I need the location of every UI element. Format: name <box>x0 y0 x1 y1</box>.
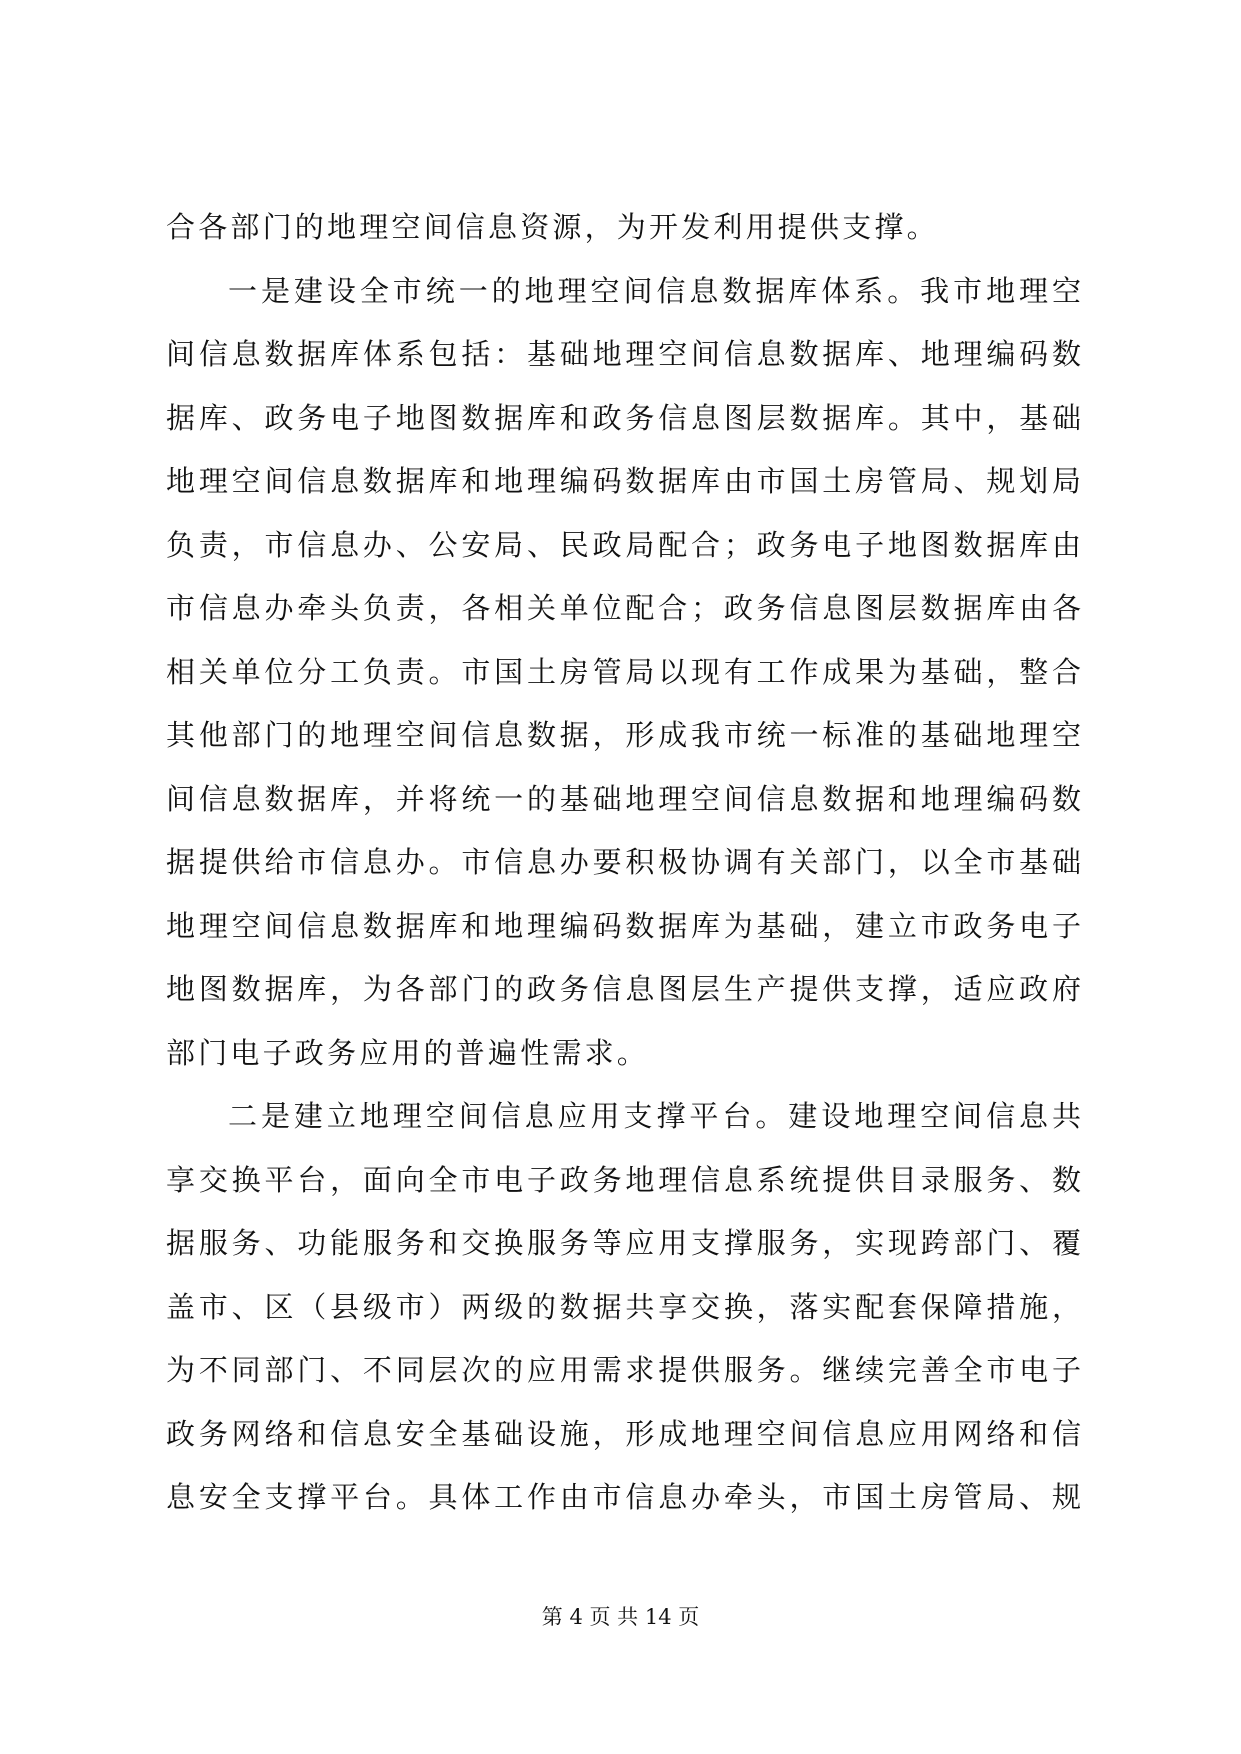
text-line: 相关单位分工负责。市国土房管局以现有工作成果为基础，整合 <box>166 654 1082 689</box>
text-line: 负责，市信息办、公安局、民政局配合；政务电子地图数据库由 <box>166 527 1082 562</box>
paragraph-first-line: 二是建立地理空间信息应用支撑平台。建设地理空间信息共 <box>228 1099 1082 1133</box>
text-line: 合各部门的地理空间信息资源，为开发利用提供支撑。 <box>166 210 939 244</box>
text-line: 其他部门的地理空间信息数据，形成我市统一标准的基础地理空 <box>166 718 1082 752</box>
text-line: 据提供给市信息办。市信息办要积极协调有关部门，以全市基础 <box>166 845 1082 879</box>
text-line: 地理空间信息数据库和地理编码数据库由市国土房管局、规划局 <box>166 464 1082 498</box>
paragraph-first-line: 一是建设全市统一的地理空间信息数据库体系。我市地理空 <box>228 273 1082 308</box>
text-line: 据库、政务电子地图数据库和政务信息图层数据库。其中，基础 <box>166 400 1082 435</box>
text-line: 间信息数据库体系包括：基础地理空间信息数据库、地理编码数 <box>166 337 1082 371</box>
text-line: 地理空间信息数据库和地理编码数据库为基础，建立市政务电子 <box>166 908 1082 943</box>
text-line: 市信息办牵头负责，各相关单位配合；政务信息图层数据库由各 <box>166 591 1082 625</box>
text-line: 间信息数据库，并将统一的基础地理空间信息数据和地理编码数 <box>166 781 1082 816</box>
text-line: 盖市、区（县级市）两级的数据共享交换，落实配套保障措施， <box>166 1289 1082 1324</box>
text-line: 据服务、功能服务和交换服务等应用支撑服务，实现跨部门、覆 <box>166 1226 1082 1260</box>
page-number-footer: 第 4 页 共 14 页 <box>541 1605 700 1629</box>
paragraph-last-line: 部门电子政务应用的普遍性需求。 <box>166 1035 650 1070</box>
text-line: 政务网络和信息安全基础设施，形成地理空间信息应用网络和信 <box>166 1416 1082 1451</box>
text-line: 为不同部门、不同层次的应用需求提供服务。继续完善全市电子 <box>166 1353 1082 1387</box>
document-body <box>166 196 1082 1530</box>
text-line: 息安全支撑平台。具体工作由市信息办牵头，市国土房管局、规 <box>166 1480 1082 1514</box>
text-line: 享交换平台，面向全市电子政务地理信息系统提供目录服务、数 <box>166 1162 1082 1197</box>
text-line: 地图数据库，为各部门的政务信息图层生产提供支撑，适应政府 <box>166 972 1082 1006</box>
